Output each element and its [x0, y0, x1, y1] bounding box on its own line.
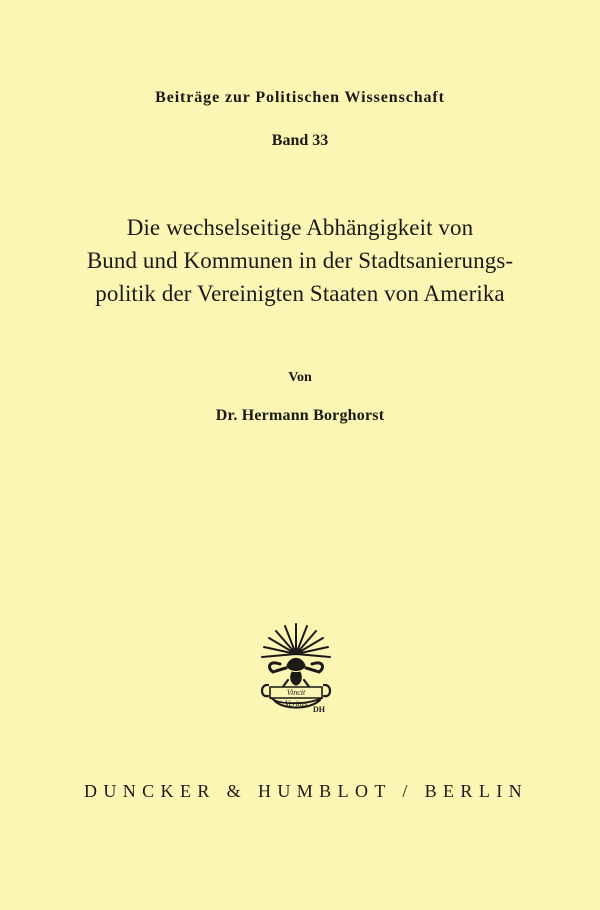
publisher-imprint: DUNCKER & HUMBLOT / BERLIN — [83, 781, 529, 801]
publisher-logo — [255, 620, 337, 716]
by-label: Von — [288, 370, 312, 385]
author-name: Dr. Hermann Borghorst — [215, 407, 385, 424]
svg-text:DH: DH — [313, 705, 325, 714]
svg-text:Veritas: Veritas — [284, 699, 308, 708]
book-title-line-1: Die wechselseitige Abhängigkeit von — [126, 215, 474, 240]
book-title-line-2: Bund und Kommunen in der Stadtsanierungs- — [86, 248, 514, 273]
svg-text:Vincit: Vincit — [286, 688, 306, 697]
book-title-line-3: politik der Vereinigten Staaten von Amerika — [95, 281, 505, 306]
series-title: Beiträge zur Politischen Wissenschaft — [155, 89, 445, 106]
volume-number: Band 33 — [271, 132, 329, 149]
